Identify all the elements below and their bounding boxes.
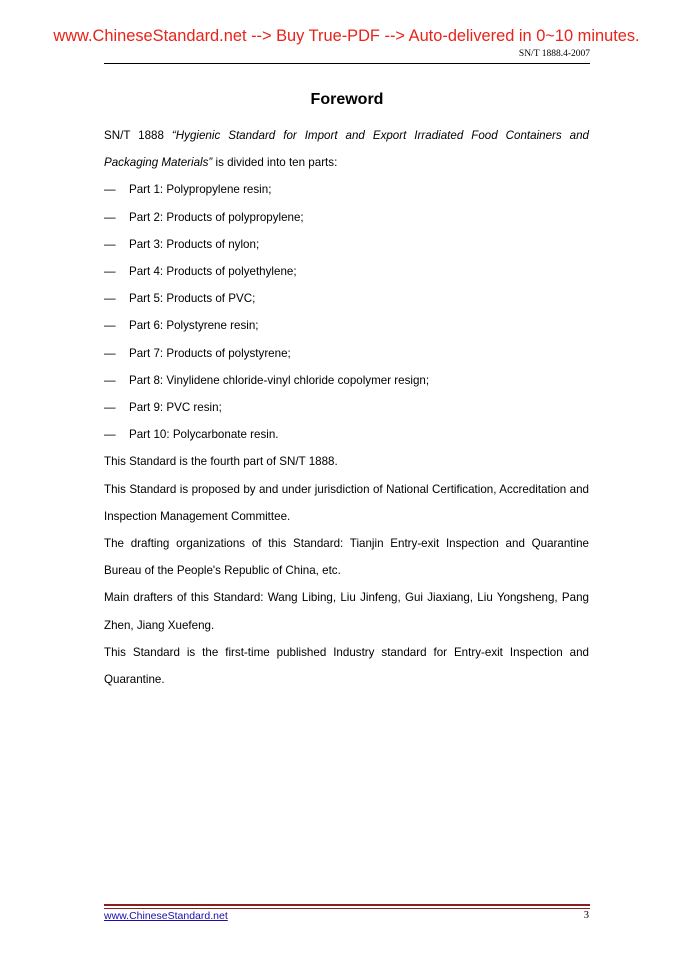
- page-number: 3: [583, 910, 589, 921]
- list-dash: —: [104, 401, 116, 415]
- proposed-by-paragraph: This Standard is proposed by and under jurisdiction of National Certification, Accreditation and Inspection Management Committee.: [104, 482, 589, 523]
- first-time-paragraph: This Standard is the first-time published Industry standard for Entry-exit Inspection and Quarantine.: [104, 645, 589, 687]
- list-dash: —: [104, 346, 116, 360]
- list-dash: —: [104, 237, 116, 251]
- parts-list: [104, 176, 589, 448]
- fourth-part-paragraph: This Standard is the fourth part of SN/T 1888.: [104, 455, 338, 469]
- list-item: [104, 285, 589, 312]
- list-item-text: Part 6: Polystyrene resin;: [129, 319, 259, 333]
- list-item-text: Part 5: Products of PVC;: [129, 292, 256, 306]
- list-item: [104, 340, 589, 367]
- document-body: [104, 122, 589, 693]
- list-item: [104, 394, 589, 421]
- intro-suffix: is divided into ten parts:: [212, 156, 338, 170]
- list-item-text: Part 9: PVC resin;: [129, 401, 222, 415]
- footer-link[interactable]: www.ChineseStandard.net: [104, 910, 228, 922]
- list-item: [104, 176, 589, 203]
- list-dash: —: [104, 319, 116, 333]
- list-dash: —: [104, 373, 116, 387]
- footer-divider: [104, 904, 590, 906]
- list-item-text: Part 2: Products of polypropylene;: [129, 210, 304, 224]
- intro-prefix: SN/T 1888: [104, 129, 172, 142]
- page-title: Foreword: [310, 91, 384, 108]
- intro-paragraph: [104, 122, 589, 176]
- document-number: SN/T 1888.4-2007: [518, 49, 590, 59]
- list-item-text: Part 7: Products of polystyrene;: [129, 346, 291, 360]
- drafting-orgs-paragraph: The drafting organizations of this Standard: Tianjin Entry-exit Inspection and Quarantine Bureau of the People's Republic of China, etc.: [104, 537, 589, 578]
- standard-title: “Hygienic Standard for Import and Export Irradiated Food Containers and Packaging Materials”: [104, 129, 590, 170]
- list-item: [104, 231, 589, 258]
- list-dash: —: [104, 292, 116, 306]
- promo-banner[interactable]: www.ChineseStandard.net --> Buy True-PDF --> Auto-delivered in 0~10 minutes.: [53, 27, 640, 45]
- list-item-text: Part 1: Polypropylene resin;: [129, 183, 272, 197]
- list-item-text: Part 4: Products of polyethylene;: [129, 265, 297, 279]
- list-dash: —: [104, 265, 116, 279]
- list-item: [104, 258, 589, 285]
- drafters-paragraph: Main drafters of this Standard: Wang Libing, Liu Jinfeng, Gui Jiaxiang, Liu Yongsheng, Pang Zhen, Jiang Xuefeng.: [104, 591, 589, 632]
- footer-divider-thin: [104, 908, 590, 909]
- list-item-text: Part 10: Polycarbonate resin.: [129, 428, 279, 442]
- list-dash: —: [104, 183, 116, 197]
- list-item: [104, 421, 589, 448]
- list-item: [104, 367, 589, 394]
- list-dash: —: [104, 428, 116, 442]
- list-item: [104, 204, 589, 231]
- list-dash: —: [104, 210, 116, 224]
- header-divider: [104, 63, 590, 64]
- list-item-text: Part 8: Vinylidene chloride-vinyl chloride copolymer resign;: [129, 373, 430, 387]
- list-item-text: Part 3: Products of nylon;: [129, 237, 260, 251]
- list-item: [104, 312, 589, 339]
